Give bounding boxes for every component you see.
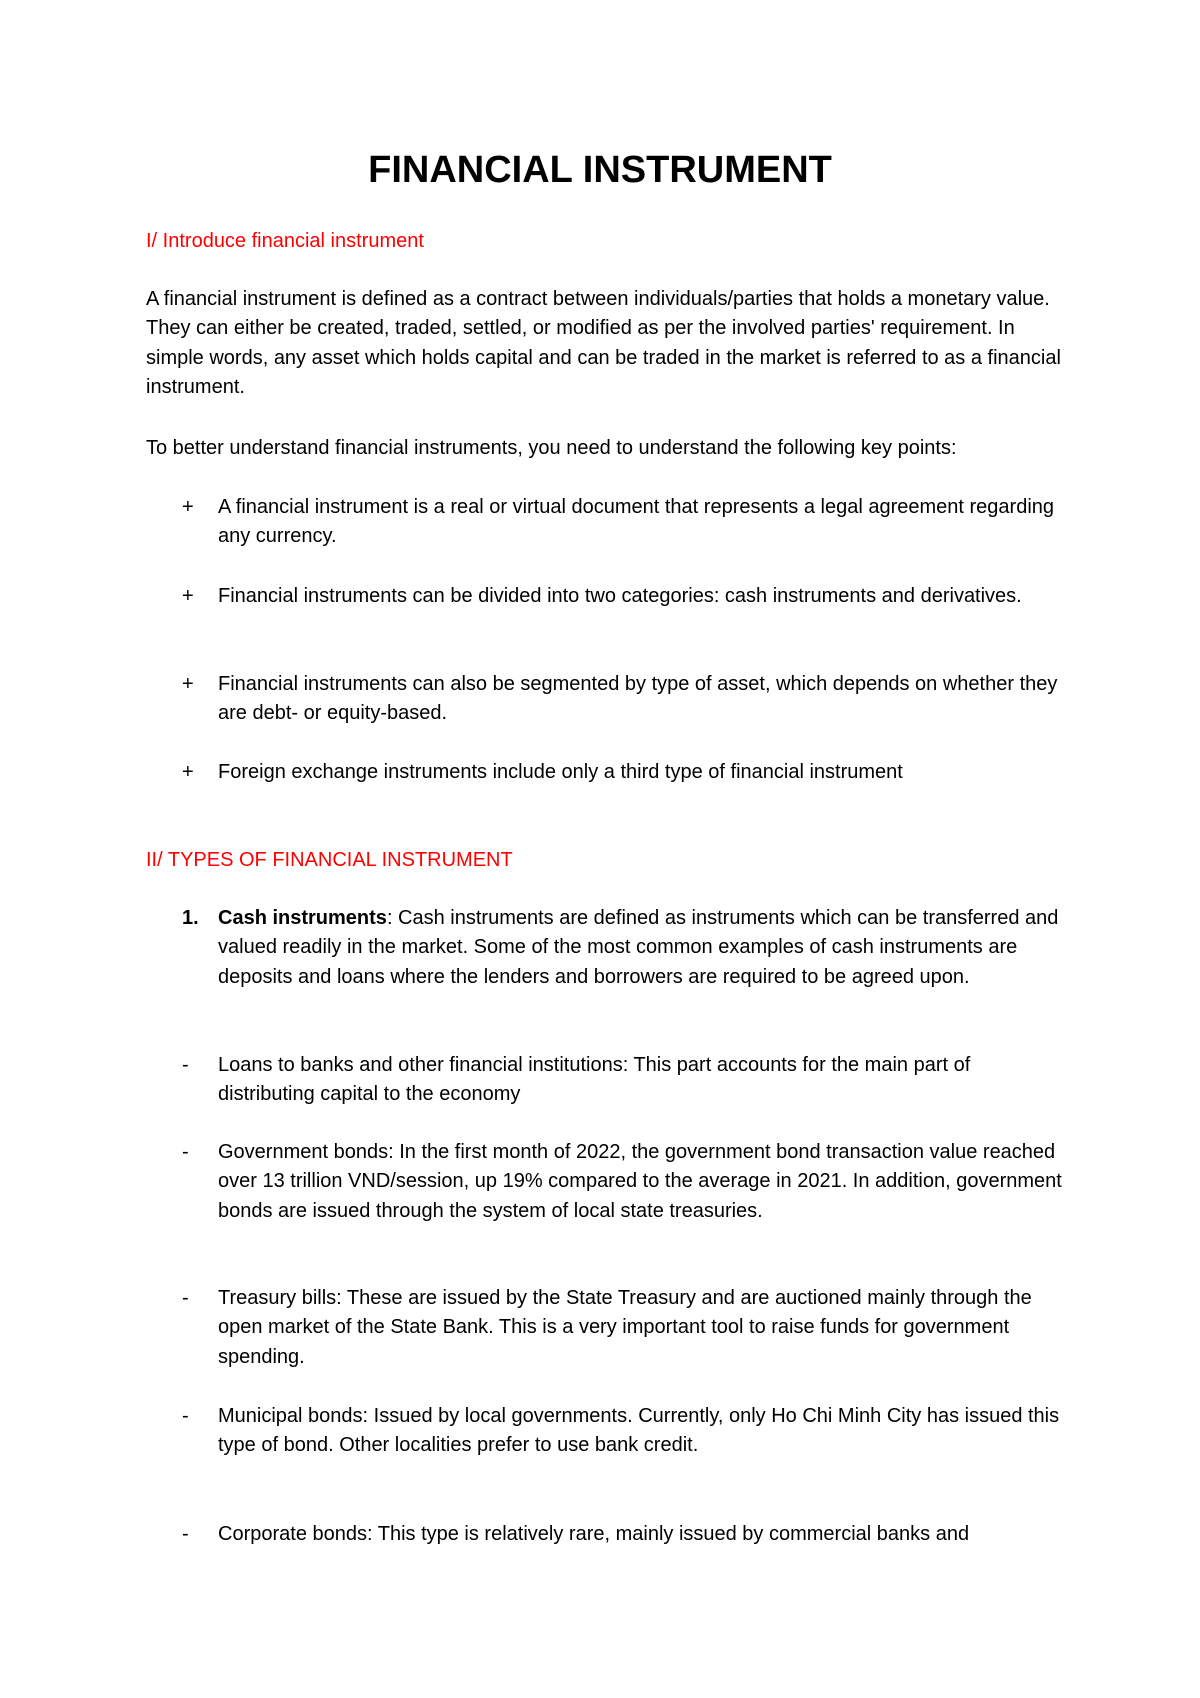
- bullet-plus-icon: +: [182, 761, 194, 783]
- list-item: [146, 670, 1066, 729]
- page-title: FINANCIAL INSTRUMENT: [368, 149, 832, 191]
- bullet-plus-icon: +: [182, 673, 194, 695]
- list-item: [146, 1284, 1066, 1372]
- bullet-text: Financial instruments can also be segmented by type of asset, which depends on whether they are debt- or equity-based.: [218, 673, 1058, 725]
- bullet-plus-icon: +: [182, 585, 194, 607]
- cash-instruments-definition: : Cash instruments are defined as instruments which can be transferred and valued readily in the market. Some of the most common examples of cash instruments are deposits and loans where the lenders and borrowers are required to be agreed upon.: [218, 907, 1059, 988]
- numbered-item: [146, 904, 1066, 992]
- dash-bullet-icon: -: [182, 1287, 189, 1309]
- list-number: 1.: [182, 907, 199, 929]
- list-item: [146, 758, 1066, 787]
- bullet-text: Financial instruments can be divided into two categories: cash instruments and derivatives.: [218, 585, 1022, 607]
- list-item: [146, 1051, 1066, 1110]
- dash-bullet-icon: -: [182, 1405, 189, 1427]
- bullet-text: A financial instrument is a real or virtual document that represents a legal agreement regarding any currency.: [218, 496, 1055, 548]
- intro-paragraph: A financial instrument is defined as a contract between individuals/parties that holds a monetary value. They can either be created, traded, settled, or modified as per the involved parties' requirement. In simple words, any asset which holds capital and can be traded in the market is referred to as a financial instrument.: [146, 288, 1061, 398]
- list-item: [146, 1520, 1066, 1549]
- bullet-text: Foreign exchange instruments include only a third type of financial instrument: [218, 761, 903, 783]
- dash-item-text: Corporate bonds: This type is relatively rare, mainly issued by commercial banks and: [218, 1523, 970, 1545]
- list-item: [146, 493, 1066, 552]
- dash-item-text: Treasury bills: These are issued by the State Treasury and are auctioned mainly through the open market of the State Bank. This is a very important tool to raise funds for government spending.: [218, 1287, 1032, 1368]
- key-points-lead: To better understand financial instruments, you need to understand the following key points:: [146, 437, 957, 459]
- bullet-plus-icon: +: [182, 496, 194, 518]
- dash-item-text: Government bonds: In the first month of 2022, the government bond transaction value reached over 13 trillion VND/session, up 19% compared to the average in 2021. In addition, government bonds are issued through the system of local state treasuries.: [218, 1141, 1062, 1222]
- dash-bullet-icon: -: [182, 1141, 189, 1163]
- dash-item-text: Loans to banks and other financial institutions: This part accounts for the main part of distributing capital to the economy: [218, 1054, 971, 1106]
- section-heading-types: II/ TYPES OF FINANCIAL INSTRUMENT: [146, 849, 513, 871]
- dash-item-text: Municipal bonds: Issued by local governments. Currently, only Ho Chi Minh City has issued this type of bond. Other localities prefer to use bank credit.: [218, 1405, 1060, 1457]
- list-item: [146, 1138, 1066, 1226]
- term-cash-instruments: Cash instruments: [218, 907, 387, 929]
- dash-bullet-icon: -: [182, 1523, 189, 1545]
- section-heading-introduce: I/ Introduce financial instrument: [146, 230, 424, 252]
- numbered-item-text: [218, 904, 1066, 992]
- dash-bullet-icon: -: [182, 1054, 189, 1076]
- list-item: [146, 582, 1066, 611]
- list-item: [146, 1402, 1066, 1461]
